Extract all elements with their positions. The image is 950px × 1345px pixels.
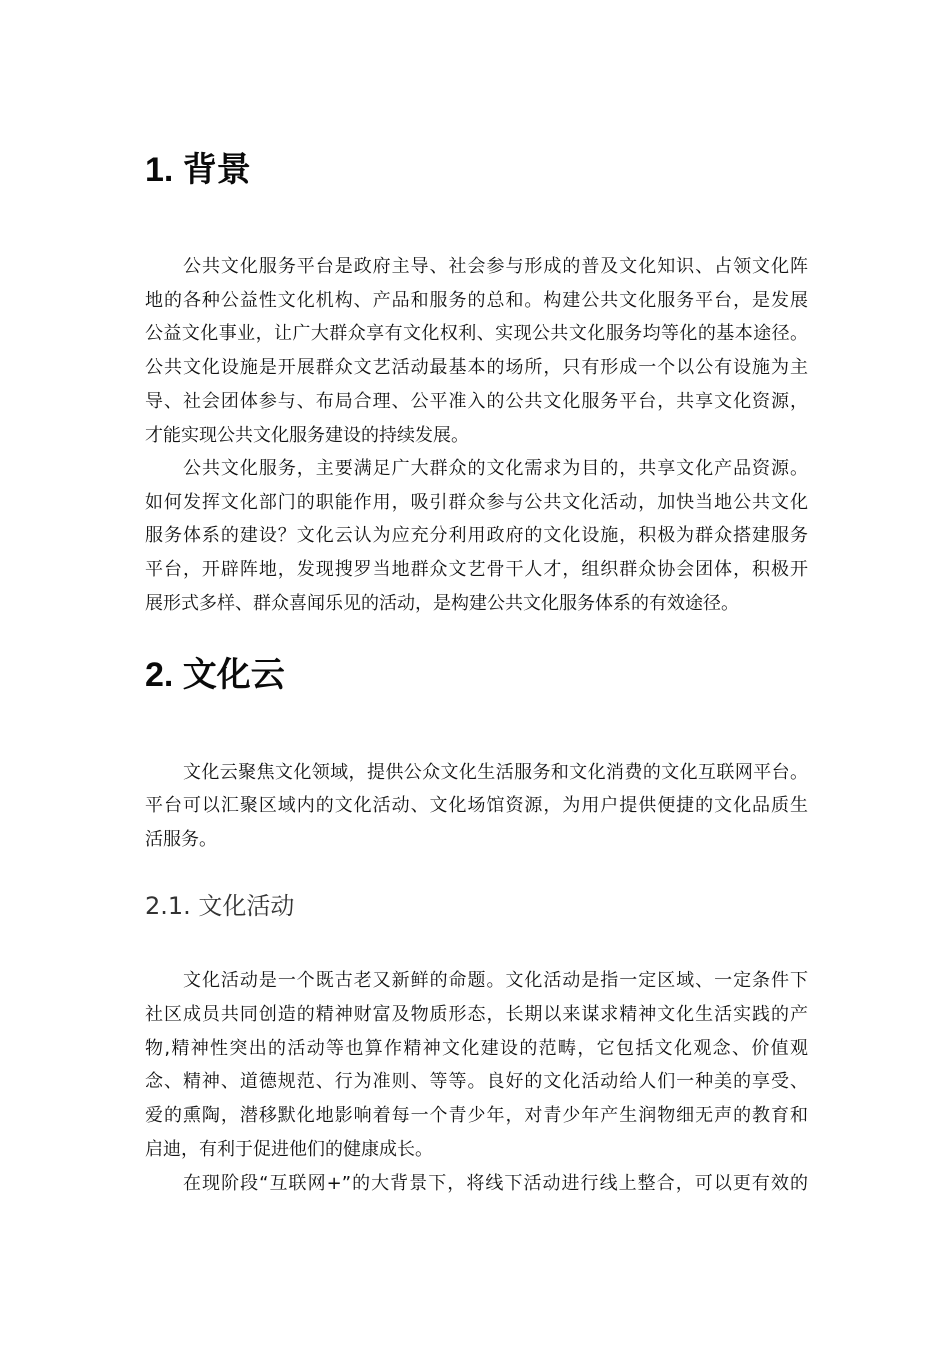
text-line: 爱的熏陶，潜移默化地影响着每一个青少年，对青少年产生润物细无声的教育和 [145, 1105, 808, 1126]
text-line: 平台，开辟阵地，发现搜罗当地群众文艺骨干人才，组织群众协会团体，积极开 [145, 559, 808, 580]
text-line: 念、精神、道德规范、行为准则、等等。良好的文化活动给人们一种美的享受、 [145, 1071, 808, 1092]
section-heading-background: 1. 背景 [145, 151, 251, 189]
text-line: 公共文化设施是开展群众文艺活动最基本的场所，只有形成一个以公有设施为主 [145, 357, 808, 378]
text-line: 社区成员共同创造的精神财富及物质形态，长期以来谋求精神文化生活实践的产 [145, 1004, 808, 1025]
text-line: 公益文化事业，让广大群众享有文化权利、实现公共文化服务均等化的基本途径。 [145, 323, 808, 344]
subsection-heading-wenhua-huodong: 2.1. 文化活动 [145, 892, 295, 920]
text-line: 物,精神性突出的活动等也算作精神文化建设的范畴，它包括文化观念、价值观 [145, 1038, 808, 1059]
text-line: 服务体系的建设？文化云认为应充分利用政府的文化设施，积极为群众搭建服务 [145, 525, 808, 546]
text-line: 在现阶段“互联网+”的大背景下，将线下活动进行线上整合，可以更有效的 [183, 1173, 808, 1194]
text-line: 地的各种公益性文化机构、产品和服务的总和。构建公共文化服务平台，是发展 [145, 290, 808, 311]
text-line: 公共文化服务，主要满足广大群众的文化需求为目的，共享文化产品资源。 [183, 458, 808, 479]
text-line: 才能实现公共文化服务建设的持续发展。 [145, 425, 469, 446]
text-line: 公共文化服务平台是政府主导、社会参与形成的普及文化知识、占领文化阵 [183, 256, 808, 277]
text-line: 导、社会团体参与、布局合理、公平准入的公共文化服务平台，共享文化资源， [145, 391, 808, 412]
text-line: 启迪，有利于促进他们的健康成长。 [145, 1139, 433, 1160]
text-line: 展形式多样、群众喜闻乐见的活动，是构建公共文化服务体系的有效途径。 [145, 593, 739, 614]
text-line: 文化云聚焦文化领域，提供公众文化生活服务和文化消费的文化互联网平台。 [183, 762, 808, 783]
text-line: 活服务。 [145, 829, 217, 850]
text-line: 文化活动是一个既古老又新鲜的命题。文化活动是指一定区域、一定条件下 [183, 970, 808, 991]
section-heading-wenhuayun: 2. 文化云 [145, 656, 285, 694]
text-line: 平台可以汇聚区域内的文化活动、文化场馆资源，为用户提供便捷的文化品质生 [145, 795, 808, 816]
text-line: 如何发挥文化部门的职能作用，吸引群众参与公共文化活动，加快当地公共文化 [145, 492, 808, 513]
